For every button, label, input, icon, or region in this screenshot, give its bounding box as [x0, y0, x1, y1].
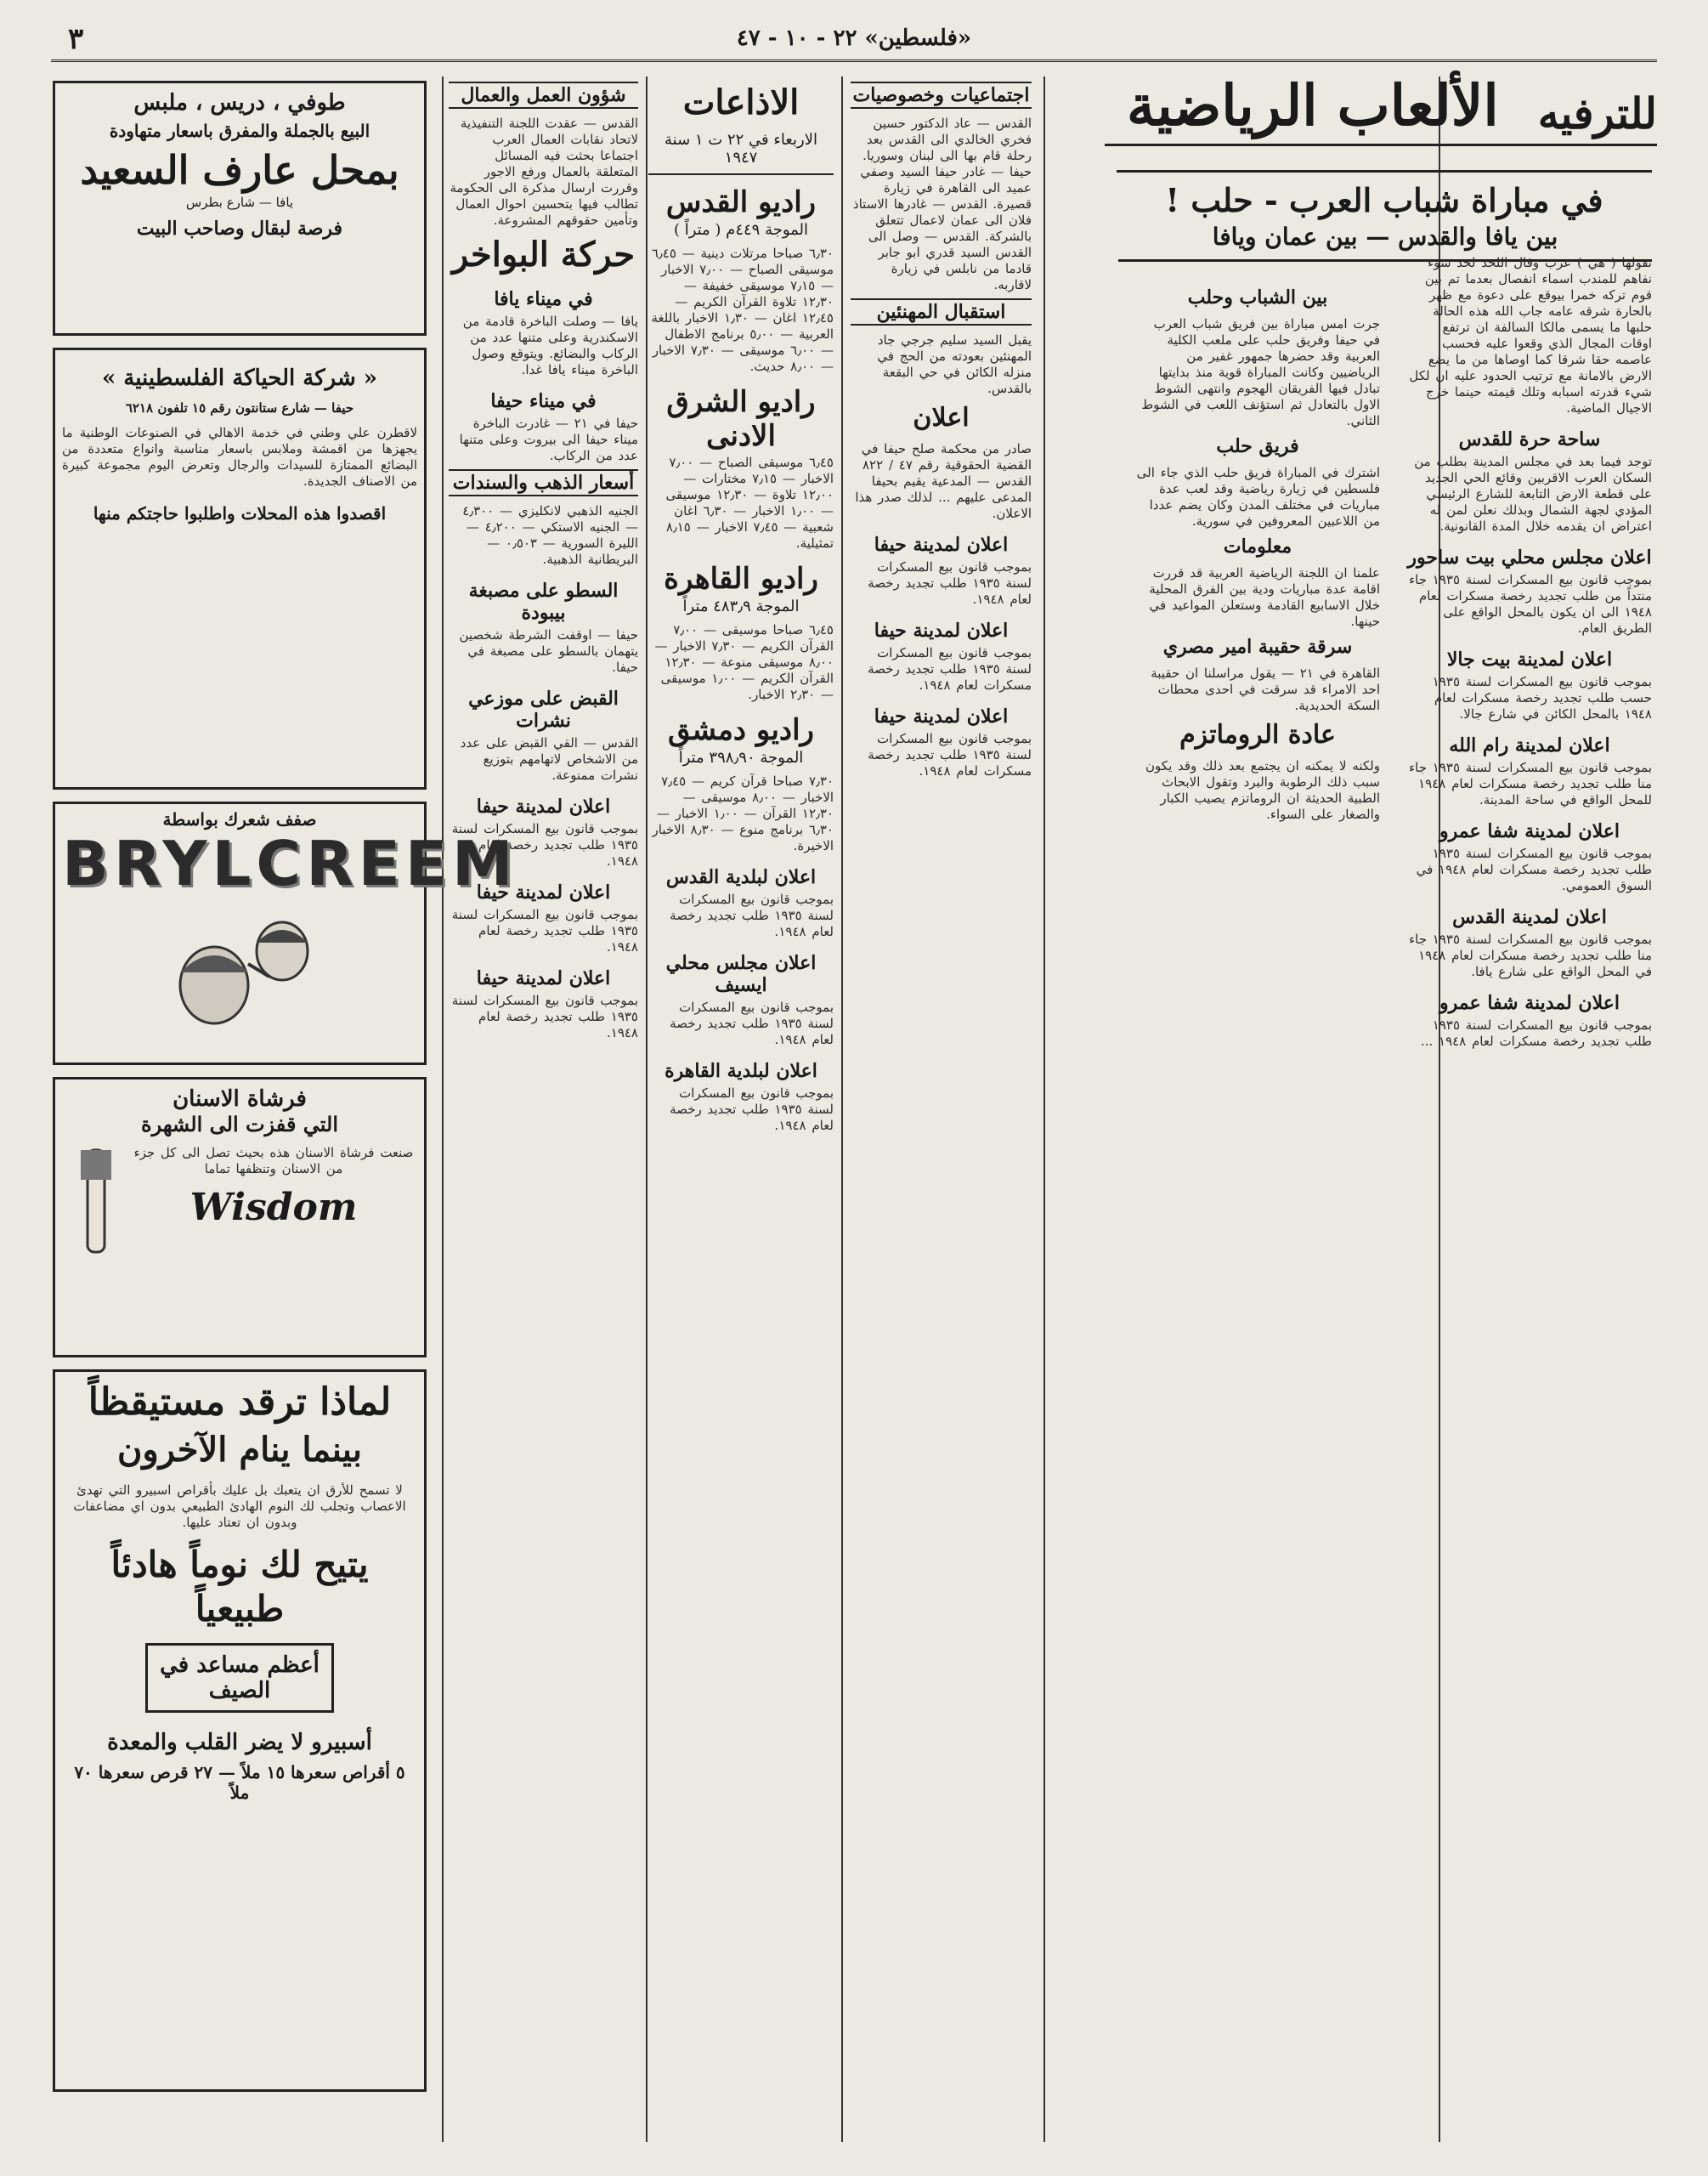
- station-name: راديو الشرق الادنى: [666, 385, 816, 453]
- notice-head: اعلان لبلدية القدس: [665, 866, 817, 888]
- section-head: بين الشباب وحلب: [1187, 286, 1328, 309]
- column-rule: [841, 76, 843, 2142]
- section-head: اجتماعيات وخصوصيات: [851, 82, 1032, 109]
- radio-column: الاذاعات الاربعاء في ٢٢ ت ١ سنة ١٩٤٧ راديو القدس الموجة ٤٤٩م ( متراً ) ٦٫٣٠ صباحا مرتلات دينية — ٦٫٤٥ موسيقى الصباح — ٧٫٠٠ الاخبار — ٧٫١٥ موسيقى خفيفة — ١٢٫٣٠ تلاوة القرآن الكريم — ١٢٫٤٥ اغان — ١٫٣٠ الاخبار باللغة العربية — ٥٫٠٠ برنامج الاطفال — ٦٫٠٠ موسيقى — ٧٫٣٠ الاخبار — ٨٫٠٠ حديث. راديو الشرق الادنى ٦٫٤٥ موسيقى الصباح — ٧٫٠٠ الاخبار — ٧٫١٥ مختارات — ١٢٫٠٠ تلاوة — ١٢٫٣٠ موسيقى — ١٫٠٠ الاخبار — ٦٫٣٠ اغان شعبية — ٧٫٤٥ الاخبار — ٨٫١٥ تمثيلية. راديو القاهرة الموجة ٤٨٣٫٩ متراً ٦٫٤٥ صباحا موسيقى — ٧٫٠٠ القرآن الكريم — ٧٫٣٠ الاخبار — ٨٫٠٠ موسيقى منوعة — ١٢٫٣٠ القرآن الكريم — ١٫٠٠ موسيقى — ٢٫٣٠ الاخبار. راديو دمشق الموجة ٣٩٨٫٩٠ متراً ٧٫٣٠ صباحا قرآن كريم — ٧٫٤٥ الاخبار — ٨٫٠٠ موسيقى — ١٢٫٣٠ القرآن — ١٫٠٠ الاخبار — ٦٫٣٠ برنامج منوع — ٨٫٣٠ الاخبار الاخيرة. اعلان لبلدية القدس بموجب قانون بيع المسكرات لسنة ١٩٣٥ طلب تجديد رخصة لعام ١٩٤٨. اعلان مجلس محلي ايسيف بموجب قانون بيع المسكرات لسنة ١٩٣٥ طلب تجديد رخصة لعام ١٩٤٨. اعلان لبلدية القاهرة بموجب قانون بيع المسكرات لسنة ١٩٣٥ طلب تجديد رخصة لعام ١٩٤٨.: [643, 76, 839, 2159]
- ad-box-text: أعظم مساعد في الصيف: [160, 1652, 320, 1703]
- ad-footer: أسبيرو لا يضر القلب والمعدة: [107, 1730, 372, 1755]
- ad-line: البيع بالجملة والمفرق باسعار متهاودة: [109, 121, 370, 141]
- radio-date: الاربعاء في ٢٢ ت ١ سنة ١٩٤٧: [665, 131, 817, 167]
- ad-candy-shop: [53, 81, 427, 336]
- ad-brand: Wisdom: [189, 1186, 358, 1229]
- notice-head: اعلان لمدينة بيت جالا: [1446, 649, 1613, 671]
- lead-title: الألعاب الرياضية: [1126, 72, 1499, 139]
- ad-address: يافا — شارع بطرس: [185, 195, 294, 210]
- notice-head: اعلان لمدينة حيفا: [476, 967, 611, 989]
- port-head: في ميناء يافا: [494, 288, 593, 310]
- barber-illustration: [155, 904, 325, 1032]
- section-head: عادة الروماتزم: [1179, 720, 1336, 750]
- dateline: «فلسطين» ٢٢ - ١٠ - ٤٧: [736, 26, 972, 51]
- notice-head: اعلان لمدينة القدس: [1452, 906, 1607, 928]
- notice-head: القبض على موزعي نشرات: [468, 688, 619, 732]
- ad-title: طوفي ، دريس ، ملبس: [133, 90, 346, 116]
- notice-head: اعلان لمدينة حيفا: [476, 881, 611, 904]
- ad-brand: BRYLCREEM: [62, 828, 518, 899]
- ad-subtitle: التي قفزت الى الشهرة: [141, 1112, 338, 1136]
- notice-head: اعلان مجلس محلي ايسيف: [665, 952, 817, 996]
- ad-footer: اقصدوا هذه المحلات واطلبوا حاجتكم منها: [93, 503, 387, 524]
- notice-head: اعلان لمدينة حيفا: [476, 796, 611, 818]
- station-name: راديو دمشق: [668, 713, 814, 747]
- notice-head: اعلان لمدينة شفا عمرو: [1439, 992, 1620, 1014]
- ad-toothbrush: فرشاة الاسنان التي قفزت الى الشهرة صنعت فرشاة الاسنان هذه بحيث تصل الى كل جزء من الاسنان وتنظفها تماما Wisdom: [53, 1077, 427, 1357]
- section-head: استقبال المهنئين: [851, 298, 1032, 326]
- section-head: سرقة حقيبة امير مصري: [1162, 636, 1353, 658]
- section-head: اعلان: [913, 403, 970, 433]
- station-name: راديو القدس: [665, 185, 817, 219]
- ad-brand: بمحل عارف السعيد: [80, 147, 399, 193]
- port-head: في ميناء حيفا: [490, 390, 597, 412]
- notice-head: اعلان لمدينة رام الله: [1449, 734, 1610, 756]
- lead-subtitle-2: بين يافا والقدس — بين عمان ويافا: [1118, 219, 1652, 262]
- right-column: تقولها ( هي ) عرب وقال اللحد لحد سوء نفاهم للمندب اسماء انفصال بعدما تم بين قوم تركه خمرا بيوقع على دعوة مع ظهر بالحارة شرقه عامه جاب الله هذه الحالة حلبها ما يسمى مالكا السالفة ان ترتفع اوقات المجال الذي وقعوا عليه فحسب عاصمه حقا شرقا كما اوصاها من ما يضع الارض بالامانة مع ترتيب الحدود عليه ان لكل شيء قدرته اسبابه وتلك قيمته حينما خرج الاجيال الماضية. ساحة حرة للقدس توجد فيما بعد في مجلس المدينة بطلب من السكان العرب الاقربين وقائع الحي الجديد على قطعة الارض التابعة للشارع الرئيسي المؤدي لجهة الشمال وبذلك نعلن لمن له اعتراض ان يقدمه خلال المدة القانونية. اعلان مجلس محلي بيت ساحور بموجب قانون بيع المسكرات لسنة ١٩٣٥ جاء منتداً من طلب تجديد رخصة مسكرات لعام ١٩٤٨ الى ان يكون بالمحل الواقع على الطريق العام. اعلان لمدينة بيت جالا بموجب قانون بيع المسكرات لسنة ١٩٣٥ حسب طلب تجديد رخصة مسكرات لعام ١٩٤٨ بالمحل الكائن في شارع جالا. اعلان لمدينة رام الله بموجب قانون بيع المسكرات لسنة ١٩٣٥ جاء منا طلب تجديد رخصة مسكرات لعام ١٩٤٨ للمحل الواقع في ساحة المدينة. اعلان لمدينة شفا عمرو بموجب قانون بيع المسكرات لسنة ١٩٣٥ طلب تجديد رخصة مسكرات لعام ١٩٤٨ في السوق العمومي. اعلان لمدينة القدس بموجب قانون بيع المسكرات لسنة ١٩٣٥ جاء منا طلب تجديد رخصة مسكرات لعام ١٩٤٨ في المحل الواقع على شارع يافا. اعلان لمدينة شفا عمرو بموجب قانون بيع المسكرات لسنة ١٩٣٥ طلب تجديد رخصة مسكرات لعام ١٩٤٨ ...: [1407, 255, 1652, 1049]
- station-name: راديو القاهرة: [664, 562, 818, 596]
- page-header: [51, 22, 1657, 62]
- ad-price: ٥ أقراص سعرها ١٥ ملاً — ٢٧ قرص سعرها ٧٠ ملاً: [74, 1762, 405, 1803]
- ad-brylcreem: [53, 802, 518, 1065]
- notice-head: اعلان لمدينة شفا عمرو: [1439, 820, 1620, 842]
- page-number: ٣: [68, 22, 84, 56]
- ad-line: حيفا — شارع ستانتون رقم ١٥ تلفون ٦٢١٨: [125, 400, 354, 416]
- ad-title: لماذا ترقد مستيقظاً: [88, 1380, 392, 1424]
- ad-title: فرشاة الاسنان: [172, 1086, 307, 1112]
- ad-textile-company: « شركة الحياكة الفلسطينية » حيفا — شارع ستانتون رقم ١٥ تلفون ٦٢١٨ لاقطرن علي وطني في خدمة الاهالي في الصنوعات الوطنية ما يجهزها من اقمشة وملابس باسعار مناسبة وانواع متعددة من البضائع الممتازة للسيدات والرجال وتعرض اليوم مجموعة كبيرة من الاصناف الجديدة. اقصدوا هذه المحلات واطلبوا حاجتكم منها: [53, 348, 427, 790]
- lead-kicker: للترفيه: [1537, 88, 1657, 139]
- radio-head: الاذاعات: [682, 82, 800, 122]
- ad-footer: فرصة لبقال وصاحب البيت: [136, 218, 343, 240]
- toothbrush-illustration: [62, 1142, 130, 1261]
- notice-head: اعلان لمدينة حيفا: [874, 706, 1009, 728]
- section-head: فريق حلب: [1216, 435, 1299, 457]
- ad-subtitle: بينما ينام الآخرون: [116, 1430, 362, 1470]
- ad-aspro: لماذا ترقد مستيقظاً بينما ينام الآخرون لا تسمح للأرق ان يتعبك بل عليك بأقراص اسبيرو التي تهدئ الاعصاب وتجلب لك النوم الهادئ الطبيعي بدون اي مضاعفات وبدون ان تعتاد عليها. يتيح لك نوماً هادئاً طبيعياً أعظم مساعد في الصيف أسبيرو لا يضر القلب والمعدة ٥ أقراص سعرها ١٥ ملاً — ٢٧ قرص سعرها ٧٠ ملاً: [53, 1369, 427, 2092]
- notice-head: اعلان لمدينة حيفا: [874, 534, 1009, 556]
- station-wave: الموجة ٤٨٣٫٩ متراً: [682, 598, 800, 615]
- labour-column: شؤون العمل والعمال القدس — عقدت اللجنة التنفيذية لاتحاد نقابات العمال العرب اجتماعا بحثت فيه المسائل المتعلقة بالعمال ورفع الاجور وقررت ارسال مذكرة الى الحكومة تطالب فيها بتحسين احوال العمال وتأمين حقوقهم المشروعة. حركة البواخر في ميناء يافا يافا — وصلت الباخرة قادمة من الاسكندرية وعلى متنها عدد من الركاب والبضائع. ويتوقع وصول الباخرة ميناء يافا غدا. في ميناء حيفا حيفا في ٢١ — غادرت الباخرة ميناء حيفا الى بيروت وعلى متنها عدد من الركاب. أسعار الذهب والسندات الجنيه الذهبي لانكليزي — ٤٫٣٠٠ — الجنيه الاستكي — ٤٫٢٠٠ — الليرة السورية — ٠٫٥٠٣ — البريطانية الذهبية. السطو على مصبغة بيبودة حيفا — اوقفت الشرطة شخصين يتهمان بالسطو على مصبغة في حيفا. القبض على موزعي نشرات القدس — القي القبض على عدد من الاشخاص لاتهامهم بتوزيع نشرات ممنوعة. اعلان لمدينة حيفا بموجب قانون بيع المسكرات لسنة ١٩٣٥ طلب تجديد رخصة لعام ١٩٤٨. اعلان لمدينة حيفا بموجب قانون بيع المسكرات لسنة ١٩٣٥ طلب تجديد رخصة لعام ١٩٤٨. اعلان لمدينة حيفا بموجب قانون بيع المسكرات لسنة ١٩٣٥ طلب تجديد رخصة لعام ١٩٤٨.: [444, 76, 643, 2159]
- station-wave: الموجة ٣٩٨٫٩٠ متراً: [678, 749, 804, 767]
- notice-head: اعلان مجلس محلي بيت ساحور: [1407, 547, 1652, 569]
- section-head: حركة البواخر: [451, 235, 636, 275]
- section-head: شؤون العمل والعمال: [449, 82, 638, 109]
- social-column: اجتماعيات وخصوصيات القدس — عاد الدكتور حسين فخري الخالدي الى القدس بعد رحلة قام بها الى لبنان وسوريا. حيفا — غادر حيفا السيد وصفي عميد الى القاهرة في زيارة قصيرة. القدس — غادرها الاستاذ فلان الى عمان لاعمال تتعلق بالشركة. القدس — وصل الى القدس السيد قدري ابو جابر قادما من نابلس في زيارة لاقاربه. استقبال المهنئين يقبل السيد سليم جرجي جاد المهنئين بعودته من الحج في منزله الكائن في حي البقعة بالقدس. اعلان صادر من محكمة صلح حيفا في القضية الحقوقية رقم ٤٧ / ٨٢٢ القدس — المدعية يقيم بحيفا المدعى عليهم ... لذلك صدر هذا الاعلان. اعلان لمدينة حيفا بموجب قانون بيع المسكرات لسنة ١٩٣٥ طلب تجديد رخصة لعام ١٩٤٨. اعلان لمدينة حيفا بموجب قانون بيع المسكرات لسنة ١٩٣٥ طلب تجديد رخصة مسكرات لعام ١٩٤٨. اعلان لمدينة حيفا بموجب قانون بيع المسكرات لسنة ١٩٣٥ طلب تجديد رخصة مسكرات لعام ١٩٤٨.: [846, 76, 1037, 2159]
- ad-kicker: صفف شعرك بواسطة: [162, 809, 317, 830]
- notice-head: السطو على مصبغة بيبودة: [468, 580, 619, 624]
- notice-head: اعلان لمدينة حيفا: [874, 620, 1009, 642]
- sports-article: [1113, 170, 1657, 262]
- section-head: أسعار الذهب والسندات: [449, 469, 638, 496]
- divider: [648, 173, 834, 175]
- ads-column: [53, 81, 518, 2104]
- section-head: معلومات: [1223, 536, 1292, 558]
- ad-inset-box: [145, 1643, 334, 1713]
- notice-head: اعلان لبلدية القاهرة: [665, 1060, 817, 1082]
- column-rule: [1043, 76, 1045, 2142]
- station-wave: الموجة ٤٤٩م ( متراً ): [673, 221, 809, 239]
- ad-title: « شركة الحياكة الفلسطينية »: [101, 366, 378, 391]
- lead-subtitle: في مباراة شباب العرب - حلب !: [1117, 170, 1652, 219]
- sports-body: بين الشباب وحلب جرت امس مباراة بين فريق شباب العرب في حيفا وفريق حلب على ملعب الكلية العربية وقد حضرها جمهور غفير من الرياضيين وكانت المباراة قوية منذ بدايتها تبادل فيها الفريقان الهجوم وانتهى الشوط الاول بالتعادل ثم استؤنف اللعب في الشوط الثاني. فريق حلب اشترك في المباراة فريق حلب الذي جاء الى فلسطين في زيارة رياضية وقد لعب عدة مباريات في مختلف المدن وكان يضم عددا من اللاعبين المعروفين في سورية. معلومات علمنا ان اللجنة الرياضية العربية قد قررت اقامة عدة مباريات ودية بين الفرق المحلية خلال الاسابيع القادمة وستعلن المواعيد في حينها. سرقة حقيبة امير مصري القاهرة في ٢١ — يقول مراسلنا ان حقيبة احد الامراء قد سرقت في احدى محطات السكة الحديدية. عادة الروماتزم ولكنه لا يمكنه ان يجتمع بعد ذلك وقد يكون سبب ذلك الرطوبة والبرد وتقول الابحاث الطبية الحديثة ان الروماتزم يصيب الكبار والصغار على السواء.: [1136, 286, 1380, 822]
- lead-headline: [1105, 72, 1657, 146]
- ad-slogan: يتيح لك نوماً هادئاً طبيعياً: [110, 1544, 369, 1629]
- notice-head: ساحة حرة للقدس: [1458, 428, 1601, 450]
